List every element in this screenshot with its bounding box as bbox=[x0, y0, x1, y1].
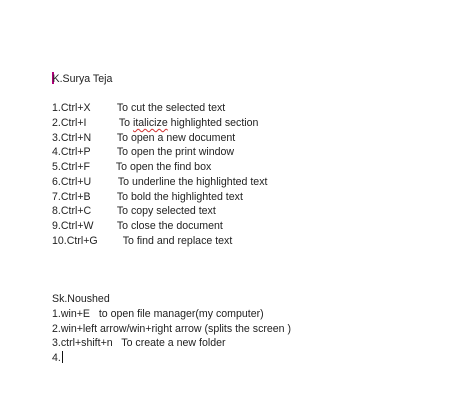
shortcut-text: 4. bbox=[52, 352, 61, 364]
shortcut-text: 2.win+left arrow/win+right arrow (splits the screen ) bbox=[52, 322, 292, 335]
shortcut-description: To bold the highlighted text bbox=[116, 190, 243, 203]
shortcut-line bbox=[52, 234, 462, 249]
description-part: highlighted section bbox=[167, 117, 259, 130]
item-number: 10. bbox=[52, 234, 67, 247]
item-number: 5. bbox=[52, 161, 61, 174]
shortcut-line bbox=[52, 175, 462, 190]
item-number: 3. bbox=[52, 131, 61, 144]
shortcut-description: To close the document bbox=[116, 219, 223, 232]
shortcut-description bbox=[119, 117, 259, 129]
shortcut-line[interactable] bbox=[52, 351, 462, 366]
shortcut-key: Ctrl+G bbox=[66, 234, 98, 247]
shortcut-key: Ctrl+B bbox=[60, 190, 91, 203]
shortcut-description: To open the find box bbox=[115, 161, 212, 174]
shortcut-line bbox=[52, 101, 462, 116]
shortcut-key: Ctrl+W bbox=[60, 219, 94, 232]
shortcut-line bbox=[52, 307, 462, 322]
shortcut-text: 1.win+E to open file manager(my computer) bbox=[52, 307, 264, 320]
item-number: 8. bbox=[52, 205, 61, 218]
shortcut-line bbox=[52, 204, 462, 219]
author-name: Sk.Noushed bbox=[52, 293, 110, 306]
item-number: 6. bbox=[52, 175, 61, 188]
author-name-line bbox=[52, 292, 462, 307]
shortcut-key: Ctrl+C bbox=[60, 205, 92, 218]
shortcut-key: Ctrl+I bbox=[60, 117, 87, 130]
shortcut-key: Ctrl+X bbox=[60, 102, 91, 115]
blank-lines bbox=[52, 248, 462, 292]
item-number: 2. bbox=[52, 117, 61, 130]
shortcut-key: Ctrl+F bbox=[60, 161, 90, 174]
blank-line bbox=[52, 87, 462, 102]
shortcut-key: Ctrl+U bbox=[60, 175, 92, 188]
document-body[interactable] bbox=[52, 72, 462, 366]
shortcut-description: To copy selected text bbox=[116, 205, 216, 218]
author-name: K.Surya Teja bbox=[52, 73, 113, 85]
shortcut-text: 3.ctrl+shift+n To create a new folder bbox=[52, 337, 226, 350]
shortcut-line bbox=[52, 322, 462, 337]
shortcut-line bbox=[52, 116, 462, 131]
shortcut-description: To open the print window bbox=[116, 146, 235, 159]
shortcut-line bbox=[52, 145, 462, 160]
shortcut-key: Ctrl+N bbox=[60, 131, 92, 144]
shortcut-key: Ctrl+P bbox=[60, 146, 91, 159]
description-part: To bbox=[118, 117, 133, 130]
author-name-line bbox=[52, 72, 462, 87]
item-number: 4. bbox=[52, 146, 61, 159]
item-number: 1. bbox=[52, 102, 61, 115]
spellcheck-flagged-word[interactable]: italicize bbox=[132, 117, 168, 130]
item-number: 7. bbox=[52, 190, 61, 203]
shortcut-line bbox=[52, 190, 462, 205]
item-number: 9. bbox=[52, 219, 61, 232]
shortcut-line bbox=[52, 131, 462, 146]
shortcut-line bbox=[52, 219, 462, 234]
shortcut-description: To open a new document bbox=[116, 131, 236, 144]
shortcut-description: To find and replace text bbox=[122, 234, 233, 247]
shortcut-line bbox=[52, 336, 462, 351]
text-caret bbox=[62, 351, 63, 363]
shortcut-description: To cut the selected text bbox=[116, 102, 226, 115]
shortcut-line bbox=[52, 160, 462, 175]
shortcut-description: To underline the highlighted text bbox=[117, 175, 268, 188]
